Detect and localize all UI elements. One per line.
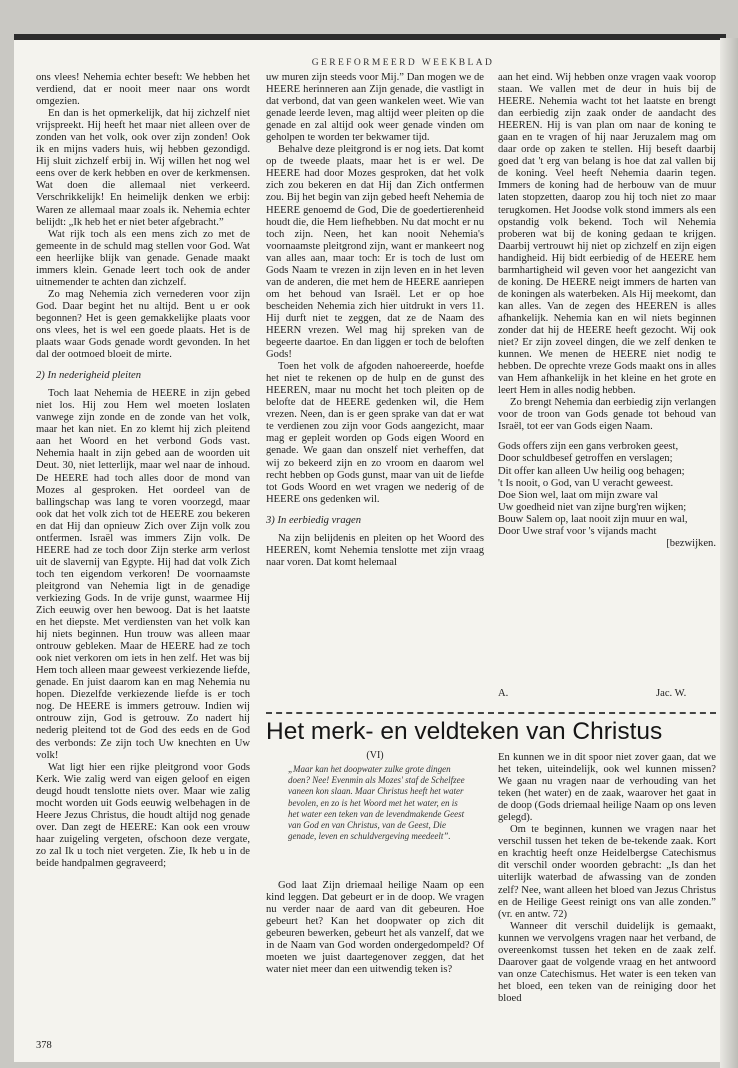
poem-line: Gods offers zijn een gans verbroken geest,: [498, 441, 679, 453]
poem-line: Door schuldbesef getroffen en verslagen;: [498, 453, 673, 465]
psalm-verse: [498, 441, 716, 549]
article1-column-2: [266, 72, 484, 597]
poem-line: 't Is nooit, o God, van U veracht geweest.: [498, 477, 674, 489]
paragraph: Na zijn belijdenis en pleiten op het Woord des HEEREN, komt Nehemia tenslotte met zijn vraag naar voren. Dat komt helemaal: [266, 532, 484, 568]
paragraph: uw muren zijn steeds voor Mij.” Dan mogen we de HEERE herinneren aan Zijn genade, die vastligt in dat verbond, dat van geen wankelen weet. Wie van genade leerde leven, mag altijd weer pleiten op die genade en zal altijd ook weer genade vinden om geholpen te worden ter bekwamer tijd.: [266, 72, 484, 144]
poem-line: Bouw Salem op, laat nooit zijn muur en wal,: [498, 513, 688, 525]
paragraph: Wanneer dit verschil duidelijk is gemaakt, kunnen we vervolgens vragen naar het verband, de overeenkomst tussen het teken en de zaak zelf. Daarover gaat de volgende vraag en het antwoord van onze Catechismus. Het water is een teken van het bloed, een teken van de reiniging door het bloed: [498, 920, 716, 1004]
top-rule: [14, 34, 726, 40]
article2-motto: „Maar kan het doopwater zulke grote dingen doen? Nee! Evenmin als Mozes' staf de Schelfzee vaneen kon slaan. Maar Christus heeft het water bevolen, en zo is het Woord met het water, en is het water een teken van de levendmakende Geest van God en van Christus, van de Geest, Die genade, leven en schuldvergeving meedeelt”.: [288, 764, 465, 842]
paragraph: Behalve deze pleitgrond is er nog iets. Dat komt op de tweede plaats, maar het is er wel. De HEERE had door Mozes gesproken, dat het volk zich zou bekeren en dat Hij dan Zich ontfermen zou. Bij het begin van zijn gebed heeft Nehemia de HEERE genoemd de God, Die de goedertierenheid houdt die, die Hem liefhebben. Nu dat mocht er nu toch zijn. Neen, het kan nooit Nehemia's voornaamste pleitgrond zijn, want er mankeert nog van alles aan, maar toch: Er is toch de lust om Gods Naam te vrezen in zijn leven en in het leven van de anderen, die met hem de HEERE aanriepen om het behoud van Israël. Let er op hoe bescheiden Nehemia zich hier uitdrukt in vers 11. Hij durft niet te zeggen, dat ze de Naam des HEERN vrezen. Wel mag hij spreken van de begeerte daartoe. En dan liggen er toch de beloften Gods!: [266, 144, 484, 361]
poem-line: Dit offer kan alleen Uw heilig oog behagen;: [498, 465, 685, 477]
paragraph: Wat rijk toch als een mens zich zo met de gemeente in de schuld mag stellen voor God. Wat een heerlijke blijk van genade. Genade maakt immers klein. Genade leert toch ook de ander uitnemender te achten dan zichzelf.: [36, 228, 250, 288]
poem-line-end: [bezwijken.: [666, 537, 716, 549]
article2-column-2: [498, 752, 716, 1022]
page-edge-shadow: [720, 38, 738, 1068]
paragraph: Wat ligt hier een rijke pleitgrond voor Gods Kerk. Wie zalig werd van eigen geloof en eigen deugd houdt tenslotte niets over. Maar wie zalig mocht worden uit Gods eeuwig welbehagen in de Heere Jezus Christus, die houdt altijd nog genade over. Dan zegt de HEERE: Kan ook een vrouw haar zuigeling vergeten, ofschoon deze vergate, zo zal Ik u toch niet vergeten. Zie, Ik heb u in de beide handpalmen gegraveerd;: [36, 761, 250, 869]
section-heading: 2) In nederigheid pleiten: [36, 370, 142, 382]
poem-line: Doe Sion wel, laat om mijn zware val: [498, 489, 659, 501]
article2-column-1: [266, 880, 484, 1020]
article1-column-1: [36, 72, 250, 1022]
paragraph: Toch laat Nehemia de HEERE in zijn gebed niet los. Hij zou Hem wel moeten loslaten vanwege zijn zonde en de zonde van het volk, maar het kan niet. En zo klemt hij zich pleitend aan het Woord en het verbond Gods vast. Nehemia haalt in zijn gebed aan de woorden uit Deut. 30, niet letterlijk, maar wel naar de inhoud. De HEERE had toch alles door de mond van Mozes al gesproken. Het oordeel van de ballingschap was lang te voren voorzegd, maar ook dat het volk zich tot de HEERE zou bekeren en dat Hij dan opnieuw Zich over Zijn volk zou ontfermen. Israël was immers Zijn volk. De HEERE had ze toch door Zijn sterke arm verlost uit de slavernij van Egypte. Hij had dat volk Zich toch ten eigendom verkoren! De voornaamste pleitgrond van Nehemia ligt in de genadige verkiezing Gods. In de vrije gunst, waarmee Hij Zich eeuwig over hen bewoog. Dat is het laatste en het diepste. Met verdiensten van het volk kan hij niets beginnen. Hun trouw was alleen maar ontrouw gebleken. Maar de HEERE had ze toch ook niet verkoren om iets in hen zelf. Het was bij Hem toch alleen maar geweest verkiezende liefde, genade. En juist daarom kan en mag Nehemia nu hopen. Diezelfde verkiezende liefde is er toch nog. De HEERE is immers getrouw. Indien wij ontrouw zijn, God is getrouw. Zo nadert hij nederig pleitend tot de God des eeds en de God des verbonds: Ze zijn toch Uw knechten en Uw volk!: [36, 388, 250, 761]
paragraph: Zo mag Nehemia zich vernederen voor zijn God. Daar begint het nu altijd. Bent u er ook begonnen? Het is geen gemakkelijke plaats voor ons vlees, het is wel een goede plaats. Het is de plaats waar Gods genade wordt gevonden. In het dal der ootmoed bloeit de mirte.: [36, 288, 250, 361]
signature-initial: A.: [498, 688, 509, 699]
article1-column-3: [498, 72, 716, 577]
paragraph: Zo brengt Nehemia dan eerbiedig zijn verlangen voor de troon van Gods genade tot behoud van Israël, tot eer van Gods eigen Naam.: [498, 397, 716, 433]
signature-author: Jac. W.: [656, 688, 687, 699]
paragraph: Om te beginnen, kunnen we vragen naar het verschil tussen het teken de be-tekende zaak. Kort en krachtig heeft onze Heidelbergse Catechismus dit verschil onder woorden gebracht: „Is dan het uiterlijk waterbad de afwassing van de zonden zelf? Nee, want alleen het bloed van Jezus Christus en de Heilige Geest reinigt ons van alle zonden.” (vr. en antw. 72): [498, 824, 716, 920]
paragraph: En kunnen we in dit spoor niet zover gaan, dat we het teken, uiteindelijk, ook wel kunnen missen? We gaan nu vragen naar de verhouding van het teken (het water) en de zaak, waarover het gaat in de doop (Gods driemaal heilige Naam op ons leven gelegd).: [498, 752, 716, 824]
paragraph: Toen het volk de afgoden nahoereerde, hoefde het niet te rekenen op de hulp en de gunst des HEEREN, maar nu mocht het toch pleiten op de belofte dat de HEERE gedenken wil, die Hem vrezen. Neen, dan is er geen sprake van dat er wat te verdienen zou zijn voor Gods aangezicht, maar mag er gepleit worden op Gods eigen Woord en genade. We gaan dan onszelf niet verheffen, dat wij zo bekeerd zijn en zo vroom en daarom wel recht hebben op Gods gunst, maar van uit de liefde tot Gods Woord en wet vragen we nederig of de HEERE ons gedenken wil.: [266, 361, 484, 505]
poem-line: Uw goedheid niet van zijne burg'ren wijken;: [498, 501, 687, 513]
poem-line: Door Uwe straf voor 's vijands macht: [498, 525, 657, 537]
paragraph: aan het eind. Wij hebben onze vragen vaak voorop staan. We vallen met de deur in huis bij de HEERE. Nehemia wacht tot het laatste en brengt dan eerbiedig zijn zaak onder de aandacht des HEEREN. Hij is van plan om naar de koning te gaan en te vragen of hij naar Jeruzalem mag om daar orde op zaken te stellen. Hij beseft daarbij goed dat 't erg van belang is hoe dat zal vallen bij de koning. Veel heeft Nehemia daarin tegen. Immers de koning had de herbouw van de muur laten stopzetten, daarop zou hij toch niet zo maar terugkomen. Het Joodse volk stond immers als een opstandig volk bekend. Toch wil Nehemia proberen wat bij de koning gedaan te krijgen. Daarbij vertrouwt hij niet op zichzelf en zijn eigen handigheid. Hij bidt eerbiedig of de HEERE hem barmhartigheid wil geven voor het aangezicht van de koning. De HEERE neigt immers de harten van de koningen als waterbeken. Als Hij meekomt, dan kan alles. Van de zegen des HEEREN is alles afhankelijk. Nehemia kan en wil niets beginnen zonder dat hij de HEERE heeft gezocht. Wij ook niet? Er zijn zoveel dingen, die we zelf denken te kunnen. We menen de HEERE niet nodig te hebben. De oprechte vreze Gods maakt ons in alles van Hem afhankelijk in het kleine en het grote en leert Hem in alles nodig hebben.: [498, 72, 716, 397]
article-separator: [266, 712, 716, 714]
article2-number: (VI): [366, 750, 384, 761]
page-number: 378: [36, 1040, 52, 1051]
article2-title: Het merk- en veldteken van Christus: [266, 718, 663, 745]
paragraph: En dan is het opmerkelijk, dat hij zichzelf niet vrijspreekt. Hij heeft het maar niet alleen over de zonden van het volk, ook over zijn zonden! Ook ik en mijns vaders huis, wij hebben gezondigd. Hij sluit zichzelf erbij in. Wij willen het nog wel eens over de kerk hebben en over de kerkmensen. Wat doen die allemaal niet verkeerd. Verschrikkelijk! En heimelijk denken we erbij: Waren ze allemaal maar zoals ik. Nehemia echter belijdt: „Ik heb het er niet beter afgebracht.”: [36, 108, 250, 228]
paragraph: God laat Zijn driemaal heilige Naam op een kind leggen. Dat gebeurt er in de doop. We vragen nu verder naar de aard van dit gebeuren. Hoe gebeurt het? Kan het doopwater op zich dit gebeuren bewerken, gebeurt het als vanzelf, dat we in de Naam van God worden ondergedompeld? Of moeten we juist daartegenover zeggen, dat het water niet meer dan een uitwendig teken is?: [266, 880, 484, 976]
running-header: GEREFORMEERD WEEKBLAD: [311, 58, 495, 68]
paragraph: ons vlees! Nehemia echter beseft: We hebben het verdiend, dat er nooit meer naar ons wordt omgezien.: [36, 72, 250, 108]
section-heading: 3) In eerbiedig vragen: [266, 514, 362, 526]
